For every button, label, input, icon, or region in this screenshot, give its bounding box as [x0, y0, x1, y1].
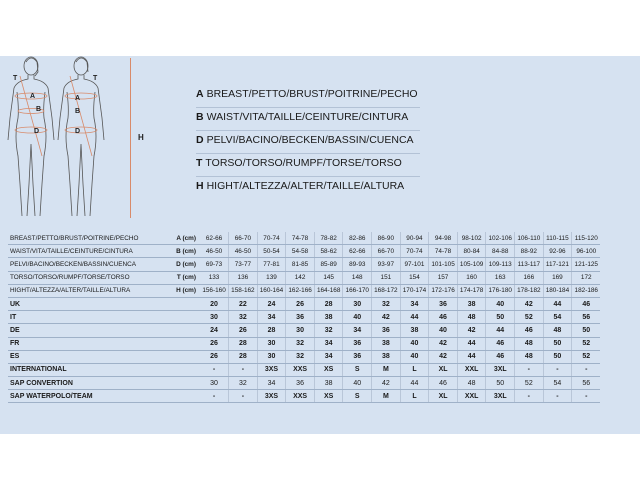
- row-unit: H (cm): [164, 284, 200, 297]
- table-cell: 40: [429, 324, 458, 337]
- table-cell: 34: [314, 337, 343, 350]
- table-cell: 170-174: [400, 284, 429, 297]
- table-cell: -: [200, 390, 229, 403]
- size-row: [8, 363, 600, 376]
- size-row: [8, 337, 600, 350]
- size-row: [8, 390, 600, 403]
- table-cell: 42: [429, 350, 458, 363]
- table-cell: 30: [200, 377, 229, 390]
- table-cell: 56: [572, 377, 601, 390]
- row-unit: A (cm): [164, 232, 200, 245]
- table-cell: 48: [543, 324, 572, 337]
- table-cell: 148: [343, 271, 372, 284]
- measurement-row: [8, 232, 600, 245]
- table-cell: XS: [314, 363, 343, 376]
- table-cell: 32: [229, 311, 258, 324]
- table-cell: 62-66: [343, 245, 372, 258]
- table-cell: XS: [314, 390, 343, 403]
- row-label: PELVI/BACINO/BECKEN/BASSIN/CUENCA: [8, 258, 164, 271]
- table-cell: 28: [314, 297, 343, 310]
- row-label: INTERNATIONAL: [8, 363, 200, 376]
- size-row: [8, 311, 600, 324]
- table-cell: -: [543, 390, 572, 403]
- legend-letter: H: [196, 180, 204, 192]
- height-label: H: [138, 133, 144, 142]
- table-cell: XXL: [457, 390, 486, 403]
- table-cell: 36: [343, 350, 372, 363]
- table-cell: XL: [429, 363, 458, 376]
- table-cell: 34: [257, 311, 286, 324]
- table-cell: 166: [515, 271, 544, 284]
- table-cell: 74-78: [286, 232, 315, 245]
- table-cell: L: [400, 390, 429, 403]
- table-cell: 40: [343, 311, 372, 324]
- table-cell: 96-100: [572, 245, 601, 258]
- table-cell: 50: [572, 324, 601, 337]
- legend-letter: B: [196, 111, 204, 123]
- table-cell: 88-92: [515, 245, 544, 258]
- table-cell: 40: [400, 350, 429, 363]
- measurement-legend: [196, 85, 420, 199]
- row-label: WAIST/VITA/TAILLE/CEINTURE/CINTURA: [8, 245, 164, 258]
- figure-label-d-back: D: [75, 128, 81, 135]
- table-cell: 38: [372, 350, 401, 363]
- table-cell: 151: [372, 271, 401, 284]
- table-cell: 136: [229, 271, 258, 284]
- size-row: [8, 377, 600, 390]
- figure-label-t-back: T: [93, 75, 98, 82]
- table-cell: 46: [429, 311, 458, 324]
- table-cell: 48: [457, 377, 486, 390]
- table-cell: -: [515, 363, 544, 376]
- table-cell: 42: [429, 337, 458, 350]
- table-cell: 30: [257, 350, 286, 363]
- table-cell: 36: [286, 377, 315, 390]
- table-cell: 92-96: [543, 245, 572, 258]
- table-cell: 50-54: [257, 245, 286, 258]
- table-cell: 52: [515, 377, 544, 390]
- figure-label-d: D: [34, 128, 40, 135]
- table-cell: 90-94: [400, 232, 429, 245]
- table-cell: 52: [515, 311, 544, 324]
- table-cell: 46: [429, 377, 458, 390]
- size-conversion-table: [8, 232, 600, 403]
- table-cell: 94-98: [429, 232, 458, 245]
- table-cell: 50: [543, 350, 572, 363]
- figure-label-b: B: [36, 106, 42, 113]
- table-cell: M: [372, 363, 401, 376]
- table-cell: 176-180: [486, 284, 515, 297]
- table-cell: 36: [343, 337, 372, 350]
- table-cell: 70-74: [257, 232, 286, 245]
- table-cell: 44: [400, 377, 429, 390]
- table-cell: 44: [486, 324, 515, 337]
- table-cell: 42: [457, 324, 486, 337]
- table-cell: 20: [200, 297, 229, 310]
- table-cell: 52: [572, 350, 601, 363]
- table-cell: 113-117: [515, 258, 544, 271]
- table-cell: 44: [457, 337, 486, 350]
- height-line: [130, 58, 131, 218]
- table-cell: 32: [286, 337, 315, 350]
- legend-item-pelvis: [196, 131, 420, 154]
- table-cell: 89-93: [343, 258, 372, 271]
- table-cell: 93-97: [372, 258, 401, 271]
- table-cell: 80-84: [457, 245, 486, 258]
- table-cell: 38: [400, 324, 429, 337]
- row-label: ES: [8, 350, 200, 363]
- table-cell: 110-115: [543, 232, 572, 245]
- table-cell: S: [343, 390, 372, 403]
- table-cell: 160-164: [257, 284, 286, 297]
- table-cell: 74-78: [429, 245, 458, 258]
- table-cell: 34: [257, 377, 286, 390]
- table-cell: 24: [257, 297, 286, 310]
- table-cell: 26: [286, 297, 315, 310]
- table-cell: 44: [400, 311, 429, 324]
- row-unit: D (cm): [164, 258, 200, 271]
- legend-item-waist: [196, 108, 420, 131]
- row-label: IT: [8, 311, 200, 324]
- table-cell: XXL: [457, 363, 486, 376]
- table-cell: 58-62: [314, 245, 343, 258]
- table-cell: L: [400, 363, 429, 376]
- table-cell: S: [343, 363, 372, 376]
- table-cell: -: [572, 363, 601, 376]
- table-cell: 66-70: [372, 245, 401, 258]
- table-cell: -: [229, 390, 258, 403]
- measurement-row: [8, 284, 600, 297]
- row-label: TORSO/TORSO/RUMPF/TORSE/TORSO: [8, 271, 164, 284]
- figure-label-a-back: A: [75, 95, 81, 102]
- table-cell: 48: [515, 337, 544, 350]
- table-cell: 42: [515, 297, 544, 310]
- table-cell: 154: [400, 271, 429, 284]
- table-cell: -: [229, 363, 258, 376]
- table-cell: 62-66: [200, 232, 229, 245]
- table-cell: 98-102: [457, 232, 486, 245]
- table-cell: 32: [286, 350, 315, 363]
- table-cell: 169: [543, 271, 572, 284]
- table-cell: 38: [314, 377, 343, 390]
- table-cell: 40: [486, 297, 515, 310]
- table-cell: 50: [486, 377, 515, 390]
- table-cell: 102-106: [486, 232, 515, 245]
- table-cell: 54-58: [286, 245, 315, 258]
- table-cell: 180-184: [543, 284, 572, 297]
- table-cell: 163: [486, 271, 515, 284]
- table-cell: 30: [343, 297, 372, 310]
- table-cell: 78-82: [314, 232, 343, 245]
- legend-text: TORSO/TORSO/RUMPF/TORSE/TORSO: [205, 157, 402, 169]
- table-cell: 178-182: [515, 284, 544, 297]
- size-row: [8, 324, 600, 337]
- table-cell: 24: [200, 324, 229, 337]
- table-cell: 38: [314, 311, 343, 324]
- table-cell: 30: [257, 337, 286, 350]
- table-cell: 46: [486, 337, 515, 350]
- table-cell: 121-125: [572, 258, 601, 271]
- table-cell: 156-160: [200, 284, 229, 297]
- table-cell: 82-86: [343, 232, 372, 245]
- table-cell: 38: [457, 297, 486, 310]
- table-cell: 30: [200, 311, 229, 324]
- table-cell: 117-121: [543, 258, 572, 271]
- table-cell: 34: [314, 350, 343, 363]
- legend-text: WAIST/VITA/TAILLE/CEINTURE/CINTURA: [206, 111, 409, 123]
- table-cell: 28: [257, 324, 286, 337]
- table-cell: -: [200, 363, 229, 376]
- table-cell: 69-73: [200, 258, 229, 271]
- table-cell: 54: [543, 311, 572, 324]
- table-cell: 26: [200, 350, 229, 363]
- table-cell: 85-89: [314, 258, 343, 271]
- table-cell: 162-166: [286, 284, 315, 297]
- table-cell: 77-81: [257, 258, 286, 271]
- legend-text: HIGHT/ALTEZZA/ALTER/TAILLE/ALTURA: [206, 180, 405, 192]
- table-cell: 86-90: [372, 232, 401, 245]
- legend-letter: T: [196, 157, 203, 169]
- table-cell: 52: [572, 337, 601, 350]
- table-cell: 32: [372, 297, 401, 310]
- table-cell: 22: [229, 297, 258, 310]
- table-cell: 26: [200, 337, 229, 350]
- table-cell: 54: [543, 377, 572, 390]
- table-cell: 133: [200, 271, 229, 284]
- table-cell: 40: [343, 377, 372, 390]
- table-cell: 44: [457, 350, 486, 363]
- table-cell: 46: [572, 297, 601, 310]
- table-cell: 172-176: [429, 284, 458, 297]
- legend-item-breast: [196, 85, 420, 108]
- table-cell: 46-50: [229, 245, 258, 258]
- figure-label-t: T: [13, 75, 18, 82]
- row-label: UK: [8, 297, 200, 310]
- table-cell: 26: [229, 324, 258, 337]
- table-cell: 34: [343, 324, 372, 337]
- table-cell: 3XS: [257, 363, 286, 376]
- table-cell: 139: [257, 271, 286, 284]
- table-cell: 46: [515, 324, 544, 337]
- table-cell: 36: [286, 311, 315, 324]
- table-cell: 97-101: [400, 258, 429, 271]
- table-cell: 50: [486, 311, 515, 324]
- table-cell: 3XS: [257, 390, 286, 403]
- row-label: BREAST/PETTO/BRUST/POITRINE/PECHO: [8, 232, 164, 245]
- table-cell: 115-120: [572, 232, 601, 245]
- measurement-row: [8, 271, 600, 284]
- table-cell: 50: [543, 337, 572, 350]
- table-cell: 36: [429, 297, 458, 310]
- table-cell: -: [543, 363, 572, 376]
- table-cell: 158-162: [229, 284, 258, 297]
- table-cell: 3XL: [486, 363, 515, 376]
- table-cell: 32: [314, 324, 343, 337]
- table-cell: 44: [543, 297, 572, 310]
- figure-label-b-back: B: [75, 108, 81, 115]
- table-cell: 109-113: [486, 258, 515, 271]
- row-label: HIGHT/ALTEZZA/ALTER/TAILLE/ALTURA: [8, 284, 164, 297]
- table-cell: 73-77: [229, 258, 258, 271]
- table-cell: XXS: [286, 363, 315, 376]
- measure-lines: [15, 76, 97, 156]
- figure-label-a: A: [30, 93, 36, 100]
- table-cell: 40: [400, 337, 429, 350]
- table-cell: 145: [314, 271, 343, 284]
- row-label: SAP WATERPOLO/TEAM: [8, 390, 200, 403]
- legend-item-torso: [196, 154, 420, 177]
- body-figures-illustration: [0, 56, 135, 226]
- table-cell: 56: [572, 311, 601, 324]
- table-cell: 46-50: [200, 245, 229, 258]
- row-label: SAP CONVERTION: [8, 377, 200, 390]
- size-row: [8, 350, 600, 363]
- table-cell: 38: [372, 337, 401, 350]
- table-cell: 142: [286, 271, 315, 284]
- legend-letter: D: [196, 134, 204, 146]
- table-cell: 172: [572, 271, 601, 284]
- table-cell: -: [515, 390, 544, 403]
- table-cell: 166-170: [343, 284, 372, 297]
- table-cell: 157: [429, 271, 458, 284]
- table-cell: 42: [372, 311, 401, 324]
- table-cell: 66-70: [229, 232, 258, 245]
- table-cell: XL: [429, 390, 458, 403]
- table-cell: 81-85: [286, 258, 315, 271]
- row-label: DE: [8, 324, 200, 337]
- table-cell: 36: [372, 324, 401, 337]
- table-cell: 46: [486, 350, 515, 363]
- row-unit: B (cm): [164, 245, 200, 258]
- legend-text: PELVI/BACINO/BECKEN/BASSIN/CUENCA: [206, 134, 414, 146]
- table-cell: 30: [286, 324, 315, 337]
- table-cell: -: [572, 390, 601, 403]
- table-cell: 70-74: [400, 245, 429, 258]
- measurement-row: [8, 258, 600, 271]
- table-cell: 84-88: [486, 245, 515, 258]
- row-unit: T (cm): [164, 271, 200, 284]
- table-cell: 32: [229, 377, 258, 390]
- table-cell: 160: [457, 271, 486, 284]
- table-cell: 34: [400, 297, 429, 310]
- table-cell: 42: [372, 377, 401, 390]
- legend-text: BREAST/PETTO/BRUST/POITRINE/PECHO: [206, 88, 418, 100]
- table-cell: 164-168: [314, 284, 343, 297]
- measurement-row: [8, 245, 600, 258]
- table-cell: 28: [229, 337, 258, 350]
- table-cell: 3XL: [486, 390, 515, 403]
- legend-letter: A: [196, 88, 204, 100]
- table-cell: 182-186: [572, 284, 601, 297]
- table-cell: 48: [515, 350, 544, 363]
- table-cell: 101-105: [429, 258, 458, 271]
- table-cell: M: [372, 390, 401, 403]
- legend-item-height: [196, 177, 420, 199]
- size-row: [8, 297, 600, 310]
- table-cell: 28: [229, 350, 258, 363]
- table-cell: 106-110: [515, 232, 544, 245]
- table-cell: 174-178: [457, 284, 486, 297]
- table-cell: XXS: [286, 390, 315, 403]
- table-cell: 105-109: [457, 258, 486, 271]
- table-cell: 48: [457, 311, 486, 324]
- table-cell: 168-172: [372, 284, 401, 297]
- row-label: FR: [8, 337, 200, 350]
